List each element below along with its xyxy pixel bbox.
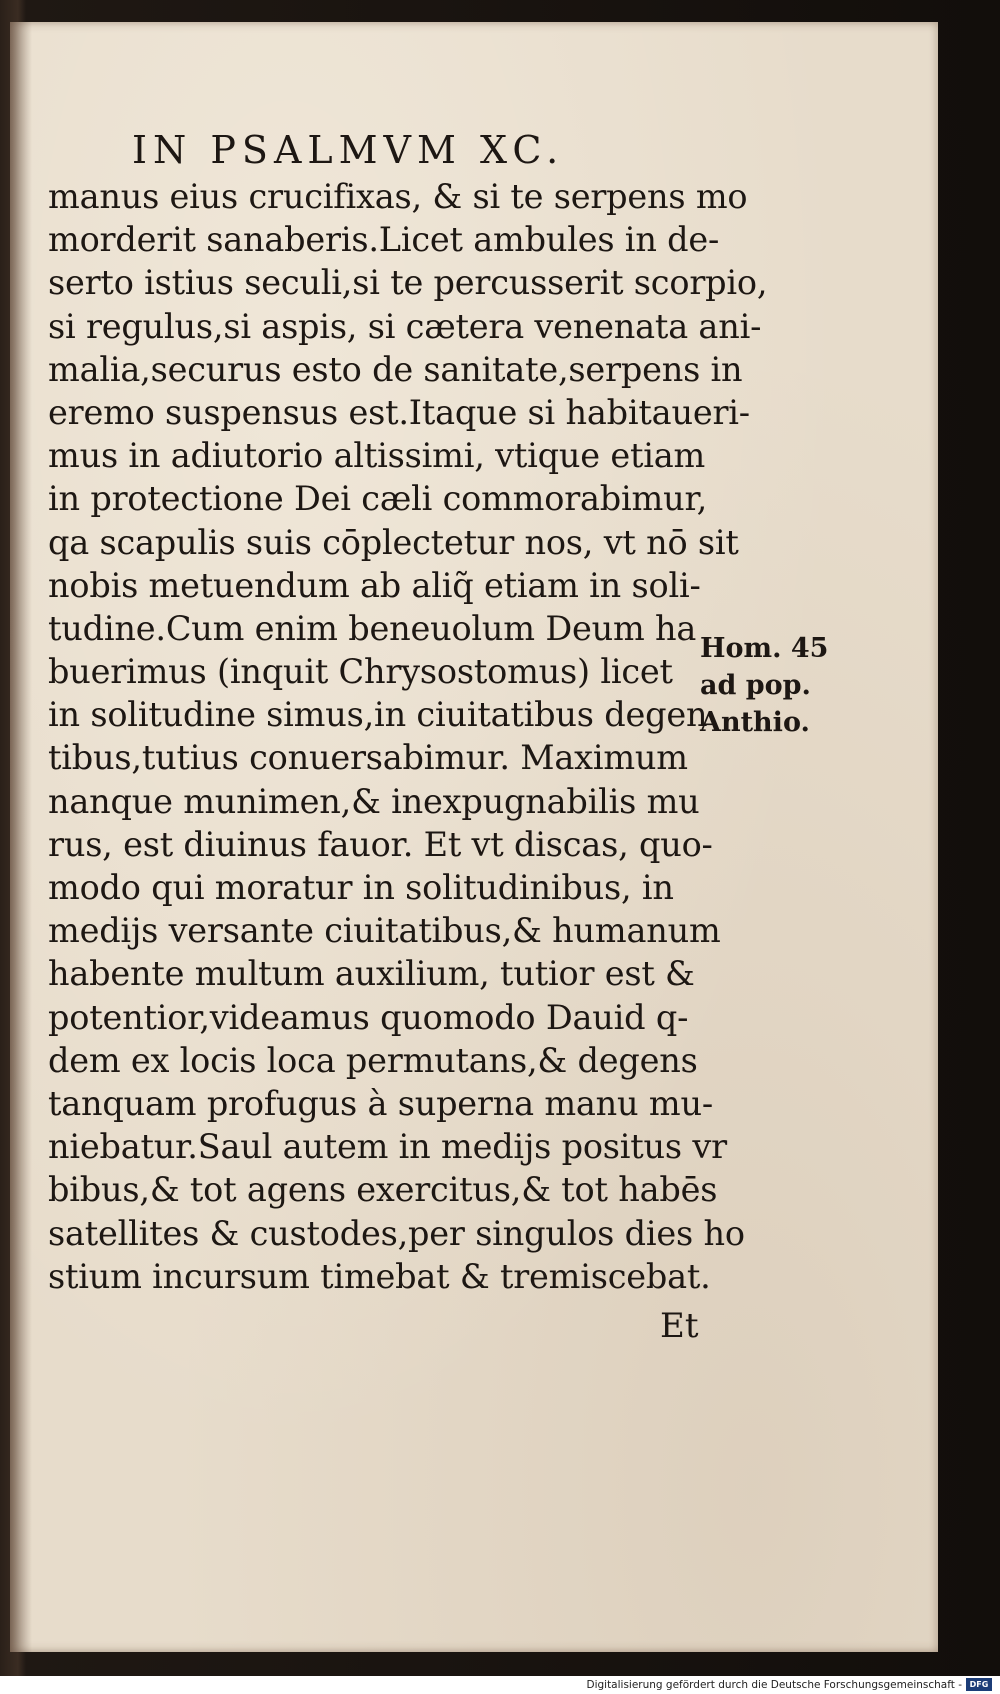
text-line: satellites & custodes,per singulos dies ho bbox=[48, 1213, 745, 1253]
marginal-note-line: Anthio. bbox=[700, 707, 810, 738]
dfg-logo: DFG bbox=[966, 1678, 992, 1691]
text-line: si regulus,si aspis, si cætera venenata ani- bbox=[48, 306, 762, 346]
text-line: in protectione Dei cæli commorabimur, bbox=[48, 479, 708, 519]
text-line: morderit sanaberis.Licet ambules in de- bbox=[48, 220, 720, 260]
text-line: tibus,tutius conuersabimur. Maximum bbox=[48, 738, 688, 778]
text-line: in solitudine simus,in ciuitatibus degen bbox=[48, 695, 708, 735]
footer-credit: Digitalisierung gefördert durch die Deutsche Forschungsgemeinschaft - bbox=[586, 1679, 962, 1691]
text-line: bibus,& tot agens exercitus,& tot habēs bbox=[48, 1170, 718, 1210]
text-line: potentior,videamus quomodo Dauid q- bbox=[48, 997, 689, 1037]
running-head: IN PSALMVM XC. bbox=[132, 128, 565, 172]
catchword: Et bbox=[660, 1306, 699, 1346]
text-line: habente multum auxilium, tutior est & bbox=[48, 954, 695, 994]
text-line: dem ex locis loca permutans,& degens bbox=[48, 1040, 698, 1080]
text-line: tanquam profugus à superna manu mu- bbox=[48, 1083, 713, 1123]
text-line: nanque munimen,& inexpugnabilis mu bbox=[48, 781, 700, 821]
text-line: modo qui moratur in solitudinibus, in bbox=[48, 868, 674, 907]
marginal-note-line: Hom. 45 bbox=[700, 633, 829, 664]
marginal-note-line: ad pop. bbox=[700, 670, 811, 701]
text-line: medijs versante ciuitatibus,& humanum bbox=[48, 911, 721, 951]
marginal-note bbox=[700, 630, 828, 741]
text-line: qa scapulis suis cōplectetur nos, vt nō sit bbox=[48, 522, 739, 562]
text-line: rus, est diuinus fauor. Et vt discas, quo- bbox=[48, 824, 713, 864]
text-line: stium incursum timebat & tremiscebat. bbox=[48, 1256, 711, 1296]
gutter-shadow bbox=[10, 22, 32, 1652]
text-line: nobis metuendum ab aliq̃ etiam in soli- bbox=[48, 565, 701, 605]
text-line: niebatur.Saul autem in medijs positus vr bbox=[48, 1127, 727, 1167]
text-line: manus eius crucifixas, & si te serpens mo bbox=[48, 177, 748, 216]
text-line: eremo suspensus est.Itaque si habitaueri- bbox=[48, 392, 750, 432]
text-line: serto istius seculi,si te percusserit scorpio, bbox=[48, 263, 768, 303]
text-line: buerimus (inquit Chrysostomus) licet bbox=[48, 652, 673, 692]
text-line: malia,securus esto de sanitate,serpens in bbox=[48, 349, 743, 389]
text-line: tudine.Cum enim beneuolum Deum ha bbox=[48, 608, 697, 648]
text-line: mus in adiutorio altissimi, vtique etiam bbox=[48, 436, 706, 476]
